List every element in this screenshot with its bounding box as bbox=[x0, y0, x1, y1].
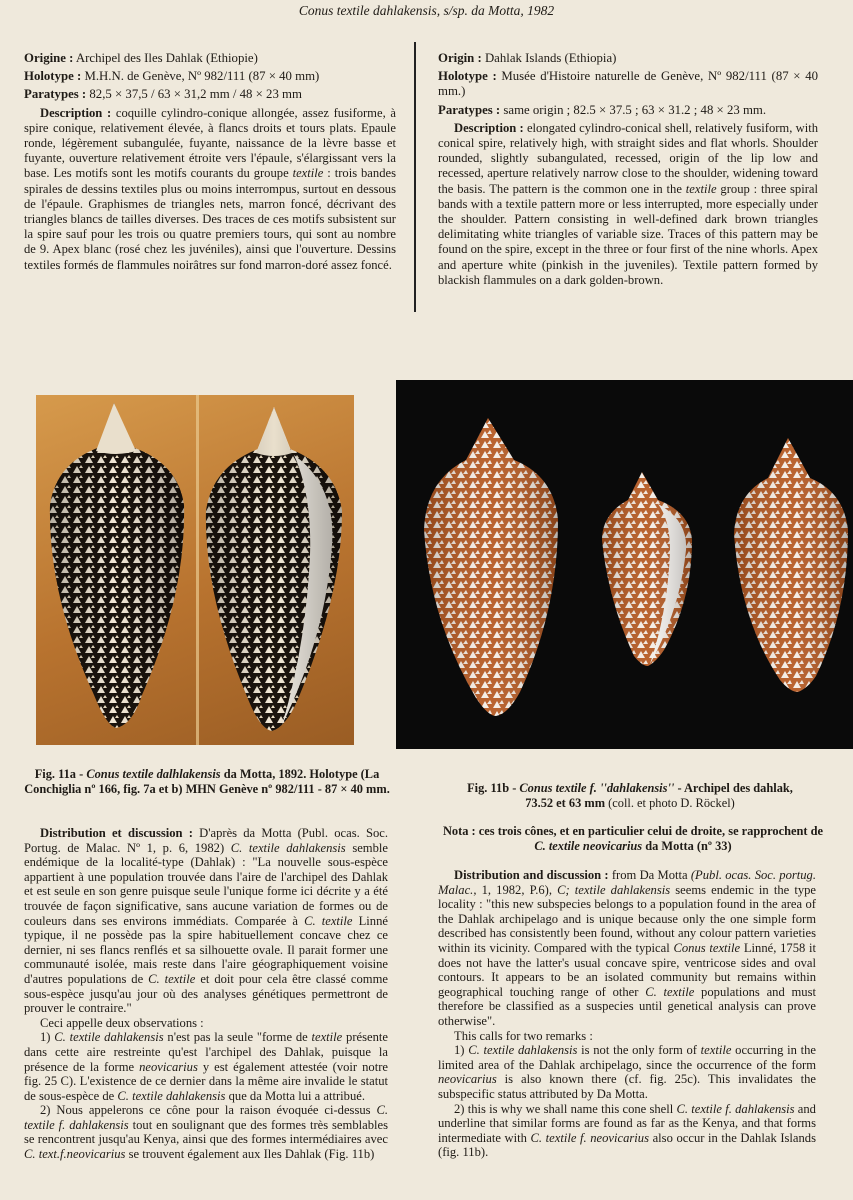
fig-11b-caption: Fig. 11b - Conus textile f. ''dahlakensis'' - Archipel des dahlak, 73.52 et 63 mm (coll. et photo D. Röckel) bbox=[467, 781, 793, 810]
header-title-rest: , s/sp. da Motta, 1982 bbox=[436, 3, 555, 18]
fr-discussion-p4: 2) Nous appelerons ce cône pour la raison évoquée ci-dessus C. textile f. dahlakensis tout en soulignant que des formes très semblables se rencontrent jusqu'au Kenya, ainsi que des formes intermédiaires avec C. text.f.neovicarius se trouvent également aux Iles Dahlak (Fig. 11b) bbox=[24, 1103, 388, 1162]
english-type-data bbox=[438, 51, 818, 291]
fr-origine: Origine : Archipel des Iles Dahlak (Ethiopie) bbox=[24, 51, 258, 65]
page-header bbox=[0, 3, 853, 19]
fr-description: Description : coquille cylindro-conique allongée, assez fusiforme, à spire conique, relativement élevée, à flancs droits et tours plats. Epaule ronde, légèrement subangulée, fuyante, naissance de la lèvre basse et fuyante, ouverture relativement étroite vers l'épaule, s'élargissant vers la base. Les motifs sont les motifs courants du groupe textile : trois bandes spirales de dessins textiles plus ou moins interrompus, surtout en dessous de l'épaule. Graphismes de triangles nets, marron foncé, décrivant des triangles blancs de tailles diverses. Des traces de ces motifs subsistent sur la spire sauf pour les trois ou quatre premiers tours, qui sont au nombre de 9. Apex blanc (rosé chez les juvéniles), ainsi que l'ouverture. Dessins textiles formés de flammules noirâtres sur fond marron-doré assez foncé. bbox=[24, 105, 396, 272]
fr-discussion-p1: Distribution et discussion : D'après da Motta (Publ. ocas. Soc. Portug. de Malac. Nº 1, p. 6, 1982) C. textile dahlakensis semble endémique de la localité-type (Dahlak) : "La nouvelle sous-espèce appartient à une population trouvée dans l'aire de l'archipel des Dahlak et est seule en son genre puisque seule l'unique forme ici décrite y a été trouvée de façon significative, sans aucune variation de formes ou de couleurs dans ses environs immédiats. Comparée à C. textile Linné typique, il ne possède pas la spire habituellement concave chez ce dernier, ni ses flancs renflés et sa silhouette ovale. Il parait former une communauté isolée, mais reste dans l'aire géographiquement voisine d'autres populations de C. textile et doit pour cela être classé comme sous-espèce jusqu'au jour où des analyses génétiques permettront de prouver le contraire." bbox=[24, 826, 388, 1016]
shell-ventral-view bbox=[206, 407, 342, 731]
en-discussion-p4: 2) this is why we shall name this cone shell C. textile f. dahlakensis and underline that similar forms are found as far as the Kenya, and that forms intermediate with C. textile f. neovicarius also occur in the Dahlak Islands (fig. 11b). bbox=[438, 1101, 817, 1160]
french-discussion bbox=[24, 826, 388, 1162]
shell-dorsal-view bbox=[50, 403, 184, 728]
en-discussion-p1: Distribution and discussion : from Da Motta (Publ. ocas. Soc. portug. Malac., 1, 1982, P.6), C; textile dahlakensis seems endemic in the type locality : "this new subspecies belongs to a population found in the area of the Dahlak archipelago and is unique because only the one simple form described has consistently been found, without any colour pattern varieties within its vicinity. Compared with the typical Conus textile Linné, 1758 it does not have the latter's usual concave spire, ventricose sides and oval contours. It appears to be an isolated community but remains within geographical touching range of other C. textile populations and must therefore be classified as a suspecies until genetical analysis can prove otherwise". bbox=[438, 868, 817, 1028]
en-paratypes: Paratypes : same origin ; 82.5 × 37.5 ; 63 × 31.2 ; 48 × 23 mm. bbox=[438, 102, 767, 117]
nota-note: Nota : ces trois cônes, et en particulier celui de droite, se rapprochent de C. textile neovicarius da Motta (nº 33) bbox=[442, 824, 824, 853]
en-holotype: Holotype : Musée d'Histoire naturelle de Genève, Nº 982/111 (87 × 40 mm.) bbox=[438, 69, 818, 99]
header-title-italic: Conus textile dahlakensis bbox=[298, 3, 437, 18]
three-shell-views bbox=[396, 380, 853, 749]
fr-holotype: Holotype : M.H.N. de Genève, Nº 982/111 (87 × 40 mm) bbox=[24, 69, 320, 84]
shell-right bbox=[734, 438, 848, 692]
en-description: Description : elongated cylindro-conical shell, relatively fusiform, with conical spire, relatively high, with straight sides and flat whorls. Shoulder rounded, slightly subangulated, recessed, origin of the lip low and recessed, aperture relatively narrow close to the shoulder, widening toward the basis. The pattern is the common one in the textile group : three spiral bands with a textile pattern more or less interrupted, more especially under the shoulder. Pattern consisting in well-defined dark brown triangles delimitating white triangles of variable size. Traces of this pattern may be found on the spire, except in the three or four first of the nine whorls. Apex and aperture white (pinkish in the juveniles). Textile pattern formed by blackish flammules on a dark golden-brown. bbox=[438, 120, 819, 287]
english-discussion bbox=[438, 868, 816, 1160]
fr-discussion-p3: 1) C. textile dahlakensis n'est pas la seule "forme de textile présente dans cette aire restreinte qu'est l'archipel des Dahlak, puisque la présence de la forme neovicarius y est également attestée (voir notre fig. 25 C). L'existence de ce dernier dans la même aire invalide le statut de sous-espèce de C. textile dahlakensis que da Motta lui a attribué. bbox=[24, 1030, 389, 1103]
shell-middle bbox=[602, 472, 692, 666]
fig-11a-caption: Fig. 11a - Conus textile dalhlakensis da Motta, 1892. Holotype (La Conchiglia nº 166, fig. 7a et b) MHN Genève nº 982/111 - 87 × 40 mm. bbox=[24, 767, 390, 796]
en-discussion-p3: 1) C. textile dahlakensis is not the only form of textile occurring in the limited area of the Dahlak archipelago, since the occurrence of the form neovicarius is also known there (cf. fig. 25c). This invalidates the subspecific status attributed by Da Motta. bbox=[438, 1043, 817, 1101]
column-divider bbox=[414, 42, 416, 312]
holotype-shell-views bbox=[36, 395, 354, 745]
shell-left bbox=[424, 418, 558, 716]
french-type-data bbox=[24, 51, 396, 276]
fr-discussion-p2: Ceci appelle deux observations : bbox=[40, 1015, 204, 1030]
photo-fig-11b bbox=[396, 380, 853, 749]
en-origin: Origin : Dahlak Islands (Ethiopia) bbox=[438, 51, 617, 65]
en-discussion-p2: This calls for two remarks : bbox=[454, 1028, 593, 1043]
fr-paratypes: Paratypes : 82,5 × 37,5 / 63 × 31,2 mm / 48 × 23 mm bbox=[24, 87, 302, 102]
photo-fig-11a bbox=[36, 395, 354, 745]
